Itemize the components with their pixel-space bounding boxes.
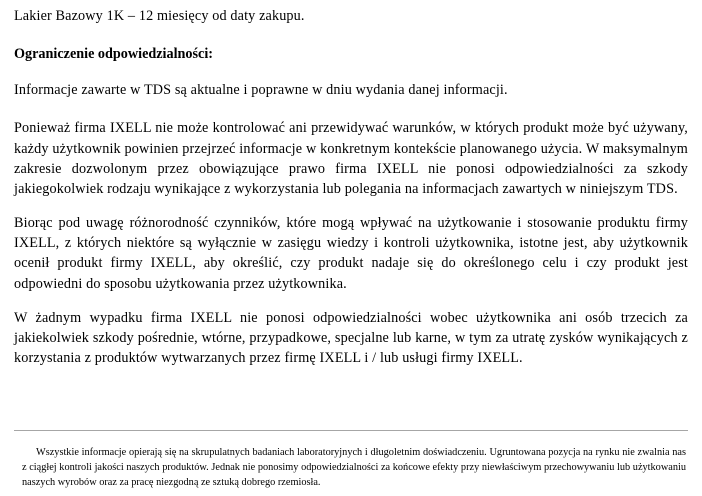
heading-limitation-of-liability: Ograniczenie odpowiedzialności: [14,46,214,63]
footer-divider [14,430,688,431]
footer-disclaimer-text: Wszystkie informacje opierają się na skrupulatnych badaniach laboratoryjnych i długoletnim doświadczeniu. Ugruntowana pozycja na rynku nie zwalnia nas z ciągłej kontroli jakości naszych produktów. Jednak nie ponosimy odpowiedzialności za końcowe efekty przy niewłaściwym przechowywaniu lub użytkowaniu naszych wyrobów oraz za pracę niezgodną ze sztuką dobrego rzemiosła. [22,447,686,488]
paragraph-user-assessment: Biorąc pod uwagę różnorodność czynników, które mogą wpływać na użytkowanie i stosowanie produktu firmy IXELL, z których niektóre są wyłącznie w zasięgu wiedzy i kontroli użytkownika, istotne jest, aby użytkownik ocenił produkt firmy IXELL, aby określić, czy produkt nadaje się do określonego celu i czy produkt jest odpowiedni do sposobu użytkowania przez użytkownika. [14,215,688,292]
paragraph-no-liability: W żadnym wypadku firma IXELL nie ponosi odpowiedzialności wobec użytkownika ani osób trzecich za jakiekolwiek szkody pośrednie, wtórne, przypadkowe, specjalne lub karne, w tym za utratę zysków wynikających z korzystania z produktów wytwarzanych przez firmę IXELL i / lub usługi firmy IXELL. [14,309,688,367]
paragraph-no-control: Ponieważ firma IXELL nie może kontrolować ani przewidywać warunków, w których produkt może być używany, każdy użytkownik powinien przejrzeć informacje w konkretnym kontekście planowanego użycia. W maksymalnym zakresie dozwolonym przez obowiązujące prawo firma IXELL nie ponosi odpowiedzialności za szkody jakiegokolwiek rodzaju wynikające z wykorzystania lub polegania na informacjach zawartych w niniejszym TDS. [14,120,688,197]
paragraph-warranty-line: Lakier Bazowy 1K – 12 miesięcy od daty zakupu. [14,8,305,24]
footer-disclaimer [22,446,686,491]
paragraph-tds-accuracy: Informacje zawarte w TDS są aktualne i poprawne w dniu wydania danej informacji. [14,82,508,99]
